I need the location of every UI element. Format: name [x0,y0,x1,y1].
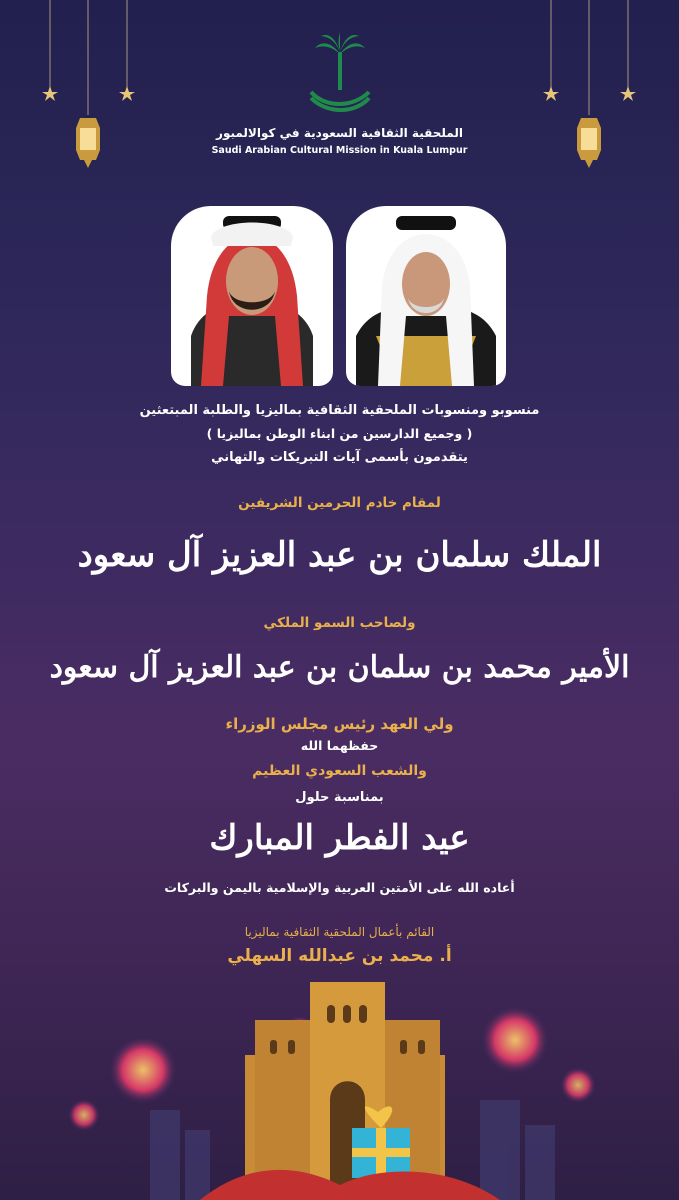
signature-title: القائم بأعمال الملحقية الثقافية بماليزيا [244,925,435,939]
king-portrait [346,206,506,386]
crown-prince-portrait [171,206,333,386]
intro-line-2: ( وجميع الدارسين من ابناء الوطن بماليزيا ) [206,426,473,441]
eid-calligraphy: عيد الفطر المبارك [209,818,470,858]
crown-prince-role: ولي العهد رئيس مجلس الوزراء [225,715,454,733]
signature-name: أ. محمد بن عبدالله السهلي [227,946,452,966]
king-title: لمقام خادم الحرمين الشريفين [238,495,441,511]
crown-prince-title: ولصاحب السمو الملكي [263,615,416,631]
bottom-illustration [0,960,679,1200]
saudi-emblem-icon [305,30,375,114]
crown-prince-name-calligraphy: الأمير محمد بن سلمان بن عبد العزيز آل سعود [49,650,630,685]
castle-icon [245,982,445,1200]
occasion-prefix: بمناسبة حلول [295,790,384,805]
blessing: حفظهما الله [300,738,379,753]
people-line: والشعب السعودي العظيم [252,763,427,779]
intro-line-3: يتقدمون بأسمى آيات التبريكات والتهاني [211,450,468,465]
org-name-english: Saudi Arabian Cultural Mission in Kuala Lumpur [211,145,468,156]
wish-line: أعاده الله على الأمتين العربية والإسلامية باليمن والبركات [164,880,515,895]
intro-line-1: منسوبو ومنسوبات الملحقية الثقافية بماليزيا والطلبة المبتعثين [139,403,540,418]
org-name-arabic: الملحقية الثقافية السعودية في كوالالمبور [216,126,463,140]
king-name-calligraphy: الملك سلمان بن عبد العزيز آل سعود [77,535,602,575]
